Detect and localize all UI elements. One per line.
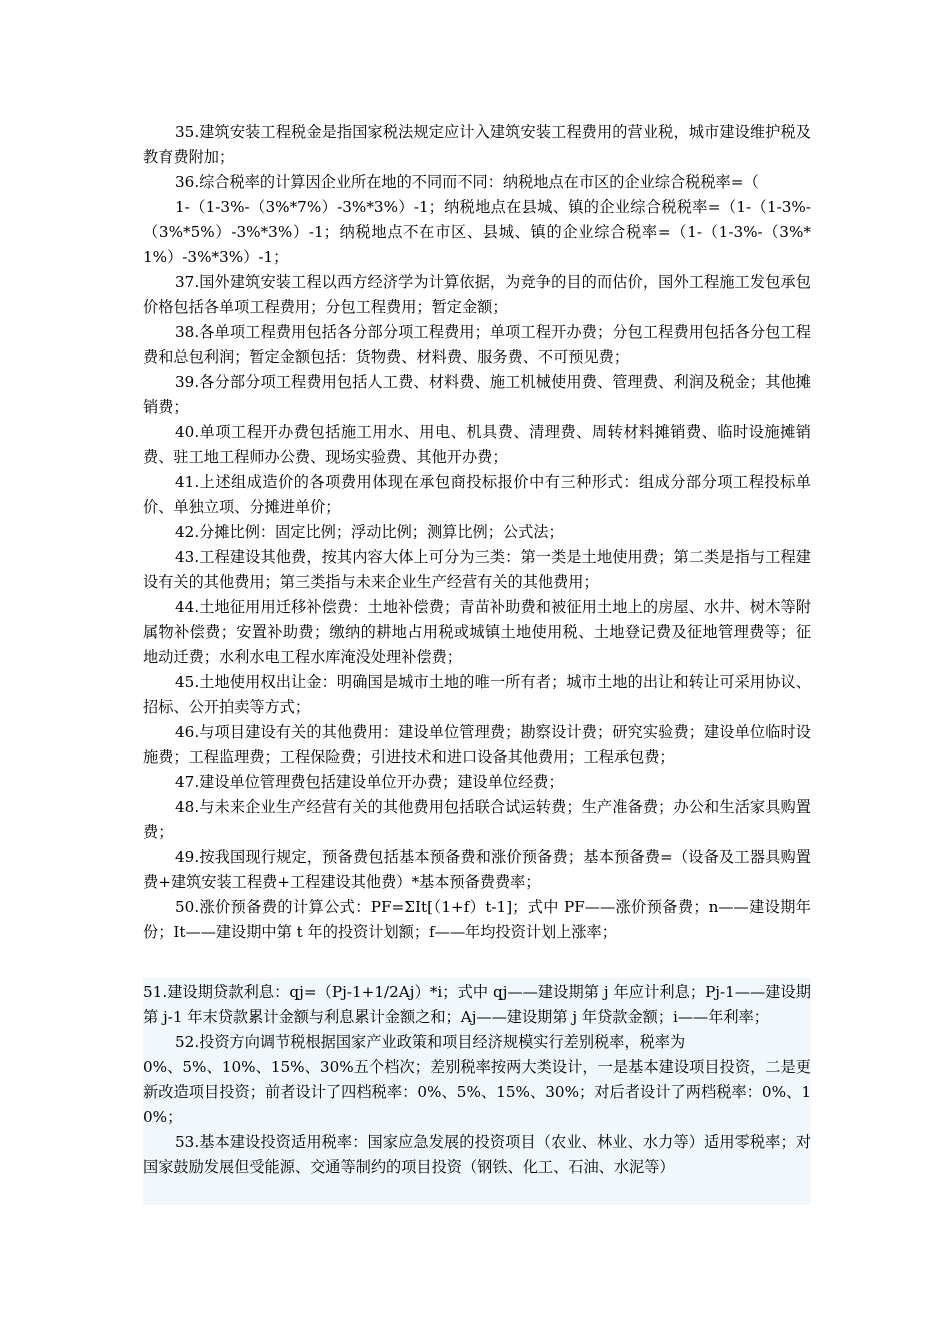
paragraph-53: 53.基本建设投资适用税率：国家应急发展的投资项目（农业、林业、水力等）适用零税率；对国家鼓励发展但受能源、交通等制约的项目投资（钢铁、化工、石油、水泥等） [143,1133,811,1176]
document-body [143,120,811,945]
paragraph-47: 47.建设单位管理费包括建设单位开办费；建设单位经费； [175,773,564,791]
paragraph-44: 44.土地征用用迁移补偿费：土地补偿费；青苗补助费和被征用土地上的房屋、水井、树木等附属物补偿费；安置补助费；缴纳的耕地占用税或城镇土地使用税、土地登记费及征地管理费等；征地动迁费；水利水电工程水库淹没处理补偿费； [143,598,811,666]
paragraph-45: 45.土地使用权出让金：明确国是城市土地的唯一所有者；城市土地的出让和转让可采用协议、招标、公开拍卖等方式； [143,673,811,716]
paragraph-35: 35.建筑安装工程税金是指国家税法规定应计入建筑安装工程费用的营业税，城市建设维护税及教育费附加； [143,123,811,166]
paragraph-36: 36.综合税率的计算因企业所在地的不同而不同：纳税地点在市区的企业综合税税率=（ [175,173,759,191]
paragraph-43: 43.工程建设其他费，按其内容大体上可分为三类：第一类是土地使用费；第二类是指与工程建设有关的其他费用；第三类指与未来企业生产经营有关的其他费用； [143,548,811,591]
paragraph-48: 48.与未来企业生产经营有关的其他费用包括联合试运转费；生产准备费；办公和生活家具购置费； [143,798,811,841]
paragraph-41: 41.上述组成造价的各项费用体现在承包商投标报价中有三种形式：组成分部分项工程投标单价、单独立项、分摊进单价； [143,473,811,516]
paragraph-42: 42.分摊比例：固定比例；浮动比例；测算比例；公式法； [175,523,564,541]
shaded-section [143,980,811,1180]
paragraph-49: 49.按我国现行规定，预备费包括基本预备费和涨价预备费；基本预备费=（设备及工器具购置费+建筑安装工程费+工程建设其他费）*基本预备费费率； [143,848,811,891]
paragraph-52: 52.投资方向调节税根据国家产业政策和项目经济规模实行差别税率，税率为 [175,1033,686,1051]
paragraph-46: 46.与项目建设有关的其他费用：建设单位管理费；勘察设计费；研究实验费；建设单位临时设施费；工程监理费；工程保险费；引进技术和进口设备其他费用；工程承包费； [143,723,811,766]
paragraph-52-rates: 0%、5%、10%、15%、30%五个档次；差别税率按两大类设计，一是基本建设项目投资，二是更新改造项目投资；前者设计了四档税率：0%、5%、15%、30%；对后者设计了两档税率：0%、10%； [143,1058,811,1126]
paragraph-51: 51.建设期贷款利息：qj=（Pj-1+1/2Aj）*i；式中 qj——建设期第 j 年应计利息；Pj-1——建设期第 j-1 年末贷款累计金额与利息累计金额之和；Aj——建设期第 j 年贷款金额；i——年利率； [143,983,811,1026]
paragraph-40: 40.单项工程开办费包括施工用水、用电、机具费、清理费、周转材料摊销费、临时设施摊销费、驻工地工程师办公费、现场实验费、其他开办费； [143,423,811,466]
paragraph-36-formula: 1-（1-3%-（3%*7%）-3%*3%）-1；纳税地点在县城、镇的企业综合税税率=（1-（1-3%-（3%*5%）-3%*3%）-1；纳税地点不在市区、县城、镇的企业综合税率=（1-（1-3%-（3%*1%）-3%*3%）-1； [143,198,811,266]
paragraph-38: 38.各单项工程费用包括各分部分项工程费用；单项工程开办费；分包工程费用包括各分包工程费和总包利润；暂定金额包括：货物费、材料费、服务费、不可预见费； [143,323,811,366]
paragraph-50: 50.涨价预备费的计算公式：PF=ΣIt[（1+f）t-1]；式中 PF——涨价预备费；n——建设期年份；It——建设期中第 t 年的投资计划额；f——年均投资计划上涨率； [143,898,811,941]
paragraph-37: 37.国外建筑安装工程以西方经济学为计算依据，为竞争的目的而估价，国外工程施工发包承包价格包括各单项工程费用；分包工程费用；暂定金额； [143,273,811,316]
paragraph-39: 39.各分部分项工程费用包括人工费、材料费、施工机械使用费、管理费、利润及税金；其他摊销费； [143,373,811,416]
